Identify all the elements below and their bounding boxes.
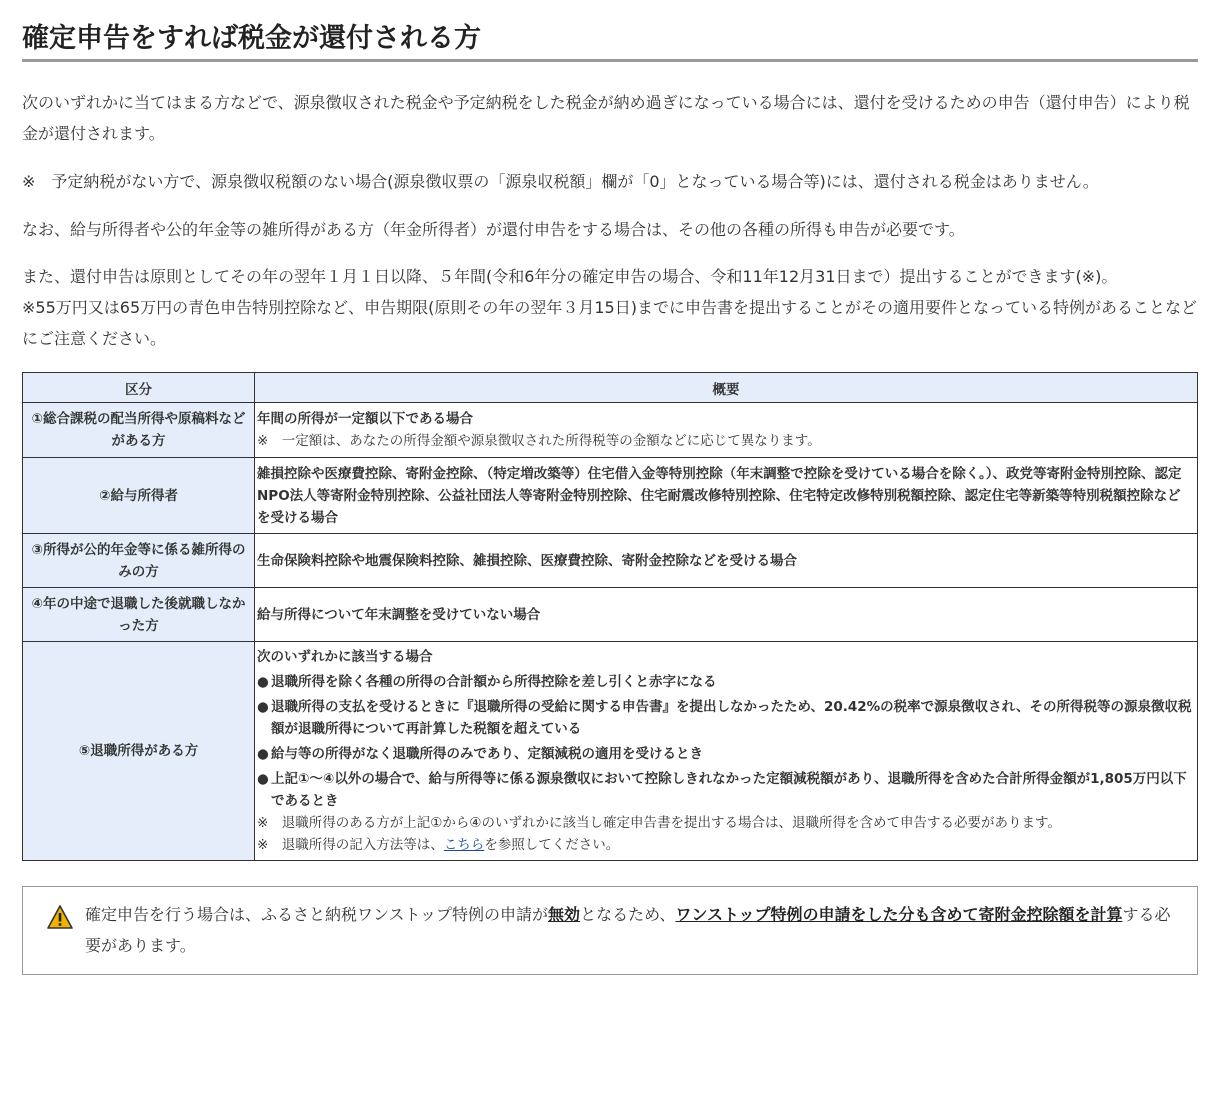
refund-cases-table	[22, 372, 1198, 861]
row-category: ①総合課税の配当所得や原稿料などがある方	[23, 403, 255, 458]
row-category: ⑤退職所得がある方	[23, 642, 255, 861]
bullet-item: ● 退職所得の支払を受けるときに『退職所得の受給に関する申告書』を提出しなかったため、20.42%の税率で源泉徴収され、その所得税等の源泉徴収税額が退職所得について再計算した税額を超えている	[257, 696, 1193, 740]
row-note-link: ※ 退職所得の記入方法等は、こちらを参照してください。	[257, 837, 620, 853]
note-blue-return: ※55万円又は65万円の青色申告特別控除など、申告期限(原則その年の翌年３月15日)までに申告書を提出することがその適用要件となっている特例があることなどにご注意ください。	[22, 298, 1197, 348]
row-note: ※ 一定額は、あなたの所得金額や源泉徴収された所得税等の金額などに応じて異なります。	[257, 433, 821, 449]
bullet-dot: ●	[257, 771, 269, 787]
bullet-item: ● 上記①～④以外の場合で、給与所得等に係る源泉徴収において控除しきれなかった定額減税額があり、退職所得を含めた合計所得金額が1,805万円以下であるとき	[257, 768, 1193, 812]
row-main-text: 給与所得について年末調整を受けていない場合	[255, 588, 1198, 642]
row-note: ※ 退職所得のある方が上記①から④のいずれかに該当し確定申告書を提出する場合は、退職所得を含めて申告する必要があります。	[257, 815, 1061, 831]
note-zero-withholding: ※ 予定納税がない方で、源泉徴収税額のない場合(源泉徴収票の「源泉収税額」欄が「0」となっている場合等)には、還付される税金はありません。	[22, 172, 1099, 191]
table-row	[23, 534, 1198, 588]
bullet-item: ● 給与等の所得がなく退職所得のみであり、定額減税の適用を受けるとき	[257, 743, 1193, 765]
table-row	[23, 458, 1198, 534]
note-block	[22, 261, 1198, 354]
header-category: 区分	[23, 373, 255, 403]
calc-emphasis: ワンストップ特例の申請をした分も含めて寄附金控除額を計算	[675, 905, 1123, 924]
note-pension: なお、給与所得者や公的年金等の雑所得がある方（年金所得者）が還付申告をする場合は、その他の各種の所得も申告が必要です。	[22, 220, 965, 239]
row-main-text: 雑損控除や医療費控除、寄附金控除、（特定増改築等）住宅借入金等特別控除（年末調整で控除を受けている場合を除く。）、政党等寄附金特別控除、認定NPO法人等寄附金特別控除、公益社団法人等寄附金特別控除、住宅耐震改修特別控除、住宅特定改修特別税額控除、認定住宅等新築等特別税額控除などを受ける場合	[255, 458, 1198, 534]
row-category: ②給与所得者	[23, 458, 255, 534]
invalid-emphasis: 無効	[548, 905, 581, 924]
row-main-text: 生命保険料控除や地震保険料控除、雑損控除、医療費控除、寄附金控除などを受ける場合	[255, 534, 1198, 588]
note-period: また、還付申告は原則としてその年の翌年１月１日以降、５年間(令和6年分の確定申告の場合、令和11年12月31日まで）提出することができます(※)。	[22, 267, 1118, 286]
warning-icon	[47, 905, 73, 929]
furusato-warning-box: 確定申告を行う場合は、ふるさと納税ワンストップ特例の申請が無効となるため、ワンストップ特例の申請をした分も含めて寄附金控除額を計算する必要があります。	[22, 886, 1198, 975]
intro-paragraph: 次のいずれかに当てはまる方などで、源泉徴収された税金や予定納税をした税金が納め過ぎになっている場合には、還付を受けるための申告（還付申告）により税金が還付されます。	[22, 93, 1190, 143]
bullet-item: ● 退職所得を除く各種の所得の合計額から所得控除を差し引くと赤字になる	[257, 671, 1193, 693]
row-summary	[255, 642, 1198, 861]
row-lead-text: 次のいずれかに該当する場合	[257, 649, 433, 665]
row-main-text: 年間の所得が一定額以下である場合	[257, 411, 473, 427]
header-summary: 概要	[255, 373, 1198, 403]
row-summary	[255, 403, 1198, 458]
bullet-dot: ●	[257, 699, 269, 715]
page	[22, 0, 1198, 975]
bullet-dot: ●	[257, 746, 269, 762]
retirement-income-link[interactable]: こちら	[443, 837, 485, 853]
row-category: ③所得が公的年金等に係る雑所得のみの方	[23, 534, 255, 588]
bullet-dot: ●	[257, 674, 269, 690]
table-row	[23, 588, 1198, 642]
row-category: ④年の中途で退職した後就職しなかった方	[23, 588, 255, 642]
table-row	[23, 642, 1198, 861]
table-row	[23, 403, 1198, 458]
page-title: 確定申告をすれば税金が還付される方	[22, 0, 1198, 62]
table-header-row	[23, 373, 1198, 403]
